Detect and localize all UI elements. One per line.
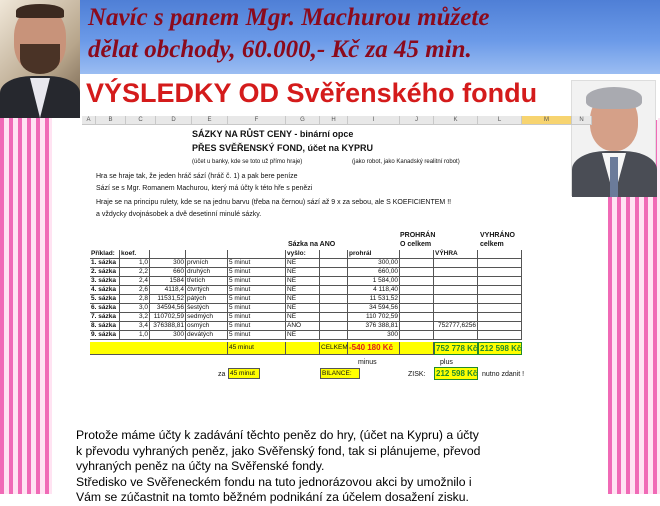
nutno-note: nutno zdanit !	[482, 371, 525, 378]
photo-bearded-man	[0, 0, 80, 118]
table-cell	[478, 277, 522, 286]
column-header: D	[156, 116, 192, 125]
table-cell: 4118,4	[150, 286, 186, 295]
table-cell	[400, 304, 434, 313]
table-cell: NE	[286, 268, 320, 277]
paragraph-line: k převodu vyhraných peněz, jako Svěřenský fond, tak si plánujeme, převod	[76, 443, 481, 458]
table-header	[478, 250, 522, 259]
table-cell	[434, 295, 478, 304]
intro-line: Hraje se na principu rulety, kde se na jednu barvu (třeba na černou) sází až 9 x za sebou, ale S KOEFICIENTEM !!	[96, 199, 452, 206]
table-cell	[400, 268, 434, 277]
bilance-label: BILANCE:	[320, 368, 360, 379]
header-sazka-ano: Sázka na ANO	[288, 241, 336, 248]
table-cell	[478, 322, 522, 331]
table-cell: čtvrtých	[186, 286, 228, 295]
column-header: B	[96, 116, 126, 125]
table-cell: 5 minut	[228, 331, 286, 340]
table-cell: 3,0	[120, 304, 150, 313]
table-header	[186, 250, 228, 259]
celkem-value: -540 180 Kč	[348, 342, 400, 355]
photo-gray-haired-man	[571, 80, 656, 196]
table-cell	[320, 322, 348, 331]
table-cell: 3,4	[120, 322, 150, 331]
table-cell	[434, 277, 478, 286]
paragraph-line: vyhraných peněz na účty na Svěřenské fondy.	[76, 459, 325, 474]
vyhra-value: 752 778 Kč	[436, 344, 478, 353]
table-cell	[400, 286, 434, 295]
table-cell	[400, 313, 434, 322]
table-cell	[320, 331, 348, 340]
intro-line: Hra se hraje tak, že jeden hráč sází (hráč č. 1) a pak bere peníze	[96, 173, 298, 180]
column-header: F	[228, 116, 286, 125]
table-cell: 1584	[150, 277, 186, 286]
banner-line-2: dělat obchody, 60.000,- Kč za 45 min.	[88, 36, 472, 63]
table-cell: 376388,81	[150, 322, 186, 331]
table-cell: 11 531,52	[348, 295, 400, 304]
table-cell: 1. sázka	[90, 259, 120, 268]
totals-fill	[400, 342, 434, 355]
table-cell: 34 594,56	[348, 304, 400, 313]
table-cell: NE	[286, 286, 320, 295]
table-cell: 300	[150, 331, 186, 340]
decorative-stripes-left	[0, 118, 52, 494]
table-cell: pátých	[186, 295, 228, 304]
table-header	[228, 250, 286, 259]
zisk-value: 212 598 Kč	[436, 369, 478, 378]
table-cell: devátých	[186, 331, 228, 340]
table-cell: 660,00	[348, 268, 400, 277]
table-cell: NE	[286, 331, 320, 340]
table-cell: 5 minut	[228, 286, 286, 295]
table-cell	[320, 259, 348, 268]
table-cell: 2,4	[120, 277, 150, 286]
plus-label: plus	[440, 359, 453, 366]
banner-line-1: Navíc s panem Mgr. Machurou můžete	[88, 4, 490, 31]
table-cell: 5 minut	[228, 277, 286, 286]
table-header	[150, 250, 186, 259]
table-cell	[478, 268, 522, 277]
table-cell	[400, 259, 434, 268]
table-cell: osmých	[186, 322, 228, 331]
table-cell: 11531,52	[150, 295, 186, 304]
intro-line: a vždycky dvojnásobek a dvě desetinní minulé sázky.	[96, 211, 262, 218]
result-value: 212 598 Kč	[480, 344, 522, 353]
table-cell: 300,00	[348, 259, 400, 268]
header-celkem-2: celkem	[480, 241, 504, 248]
table-cell	[434, 304, 478, 313]
table-cell	[478, 313, 522, 322]
column-header: J	[400, 116, 434, 125]
table-cell: 2,6	[120, 286, 150, 295]
column-header: L	[478, 116, 522, 125]
table-cell	[400, 331, 434, 340]
table-cell	[400, 322, 434, 331]
table-cell: 5 minut	[228, 259, 286, 268]
table-cell: 8. sázka	[90, 322, 120, 331]
table-cell: šestých	[186, 304, 228, 313]
table-cell	[434, 313, 478, 322]
table-cell: 752777,6256	[434, 322, 478, 331]
table-cell	[478, 331, 522, 340]
table-header: prohrál	[348, 250, 400, 259]
table-cell: 5. sázka	[90, 295, 120, 304]
table-header: VÝHRA	[434, 250, 478, 259]
table-cell	[434, 286, 478, 295]
table-cell: 1 584,00	[348, 277, 400, 286]
table-cell: 1,0	[120, 331, 150, 340]
table-cell: 1,0	[120, 259, 150, 268]
paragraph-line: Středisko ve Svěřeneckém fondu na tuto jednorázovou akci by umožnilo i	[76, 474, 472, 489]
minus-label: minus	[358, 359, 377, 366]
column-header-selected: M	[522, 116, 572, 125]
table-cell: 6. sázka	[90, 304, 120, 313]
table-cell	[478, 304, 522, 313]
table-cell: 5 minut	[228, 304, 286, 313]
table-cell: 300	[348, 331, 400, 340]
paragraph-line: Vám se zúčastnit na tomto běžném podnikání za účelem dosažení zisku.	[76, 490, 469, 505]
note-left: (účet u banky, kde se toto už přímo hraje)	[192, 159, 303, 165]
table-cell: 3,2	[120, 313, 150, 322]
table-cell	[320, 286, 348, 295]
column-header: E	[192, 116, 228, 125]
table-cell: NE	[286, 313, 320, 322]
table-cell: 7. sázka	[90, 313, 120, 322]
table-header: vyšlo:	[286, 250, 320, 259]
table-cell: 110702,59	[150, 313, 186, 322]
intro-line: Sází se s Mgr. Romanem Machurou, který má účty k této hře s penězi	[96, 185, 313, 192]
table-cell	[320, 313, 348, 322]
table-cell	[320, 277, 348, 286]
table-cell: 9. sázka	[90, 331, 120, 340]
column-header: A	[82, 116, 96, 125]
table-cell: 660	[150, 268, 186, 277]
table-header: koef.	[120, 250, 150, 259]
totals-fill	[90, 342, 228, 355]
sheet-title-1: SÁZKY NA RŮST CENY - binární opce	[192, 129, 354, 139]
column-header: G	[286, 116, 320, 125]
za-value: 45 minut	[228, 368, 260, 379]
table-cell: 3. sázka	[90, 277, 120, 286]
table-cell	[320, 295, 348, 304]
za-label: za	[218, 371, 226, 378]
header-prohran: PROHRÁN	[400, 232, 436, 239]
table-cell: prvních	[186, 259, 228, 268]
table-cell: 5 minut	[228, 322, 286, 331]
table-cell: třetích	[186, 277, 228, 286]
table-cell: NE	[286, 304, 320, 313]
table-cell: ANO	[286, 322, 320, 331]
table-cell	[400, 295, 434, 304]
table-cell: 2. sázka	[90, 268, 120, 277]
table-cell: 2,2	[120, 268, 150, 277]
note-right: (jako robot, jako Kanadský realitní robot)	[352, 159, 460, 165]
table-header	[320, 250, 348, 259]
table-cell: NE	[286, 295, 320, 304]
table-cell: 34594,56	[150, 304, 186, 313]
table-cell: NE	[286, 259, 320, 268]
header-vyhrano: VYHRÁNO	[480, 232, 516, 239]
column-header: H	[320, 116, 348, 125]
table-cell: 5 minut	[228, 295, 286, 304]
table-cell: 110 702,59	[348, 313, 400, 322]
table-cell: NE	[286, 277, 320, 286]
table-header	[400, 250, 434, 259]
table-cell	[478, 295, 522, 304]
table-cell: 5 minut	[228, 313, 286, 322]
total-minutes: 45 minut	[228, 342, 286, 355]
table-cell	[320, 268, 348, 277]
table-cell	[320, 304, 348, 313]
header-celkem-1: O celkem	[400, 241, 432, 248]
table-cell	[478, 286, 522, 295]
column-header: N	[572, 116, 592, 125]
table-cell	[434, 331, 478, 340]
zisk-label: ZISK:	[408, 371, 426, 378]
table-header: Příklad:	[90, 250, 120, 259]
table-cell: 300	[150, 259, 186, 268]
column-header: I	[348, 116, 400, 125]
table-cell: 4. sázka	[90, 286, 120, 295]
paragraph-line: Protože máme účty k zadávání těchto peněz do hry, (účet na Kypru) a účty	[76, 428, 479, 442]
page-heading: VÝSLEDKY OD Svěřenského fondu	[80, 74, 658, 120]
description-paragraph	[76, 428, 576, 506]
table-cell: 2,8	[120, 295, 150, 304]
column-header: C	[126, 116, 156, 125]
table-cell: 376 388,81	[348, 322, 400, 331]
sheet-title-2: PŘES SVĚŘENSKÝ FOND, účet na KYPRU	[192, 143, 374, 153]
table-cell: sedmých	[186, 313, 228, 322]
table-cell	[478, 259, 522, 268]
table-cell: druhých	[186, 268, 228, 277]
table-cell	[400, 277, 434, 286]
table-cell	[434, 259, 478, 268]
spreadsheet-screenshot	[82, 116, 584, 378]
celkem-label: CELKEM	[320, 342, 348, 355]
column-header: K	[434, 116, 478, 125]
table-cell: 5 minut	[228, 268, 286, 277]
table-cell	[434, 268, 478, 277]
table-cell: 4 118,40	[348, 286, 400, 295]
totals-fill	[286, 342, 320, 355]
